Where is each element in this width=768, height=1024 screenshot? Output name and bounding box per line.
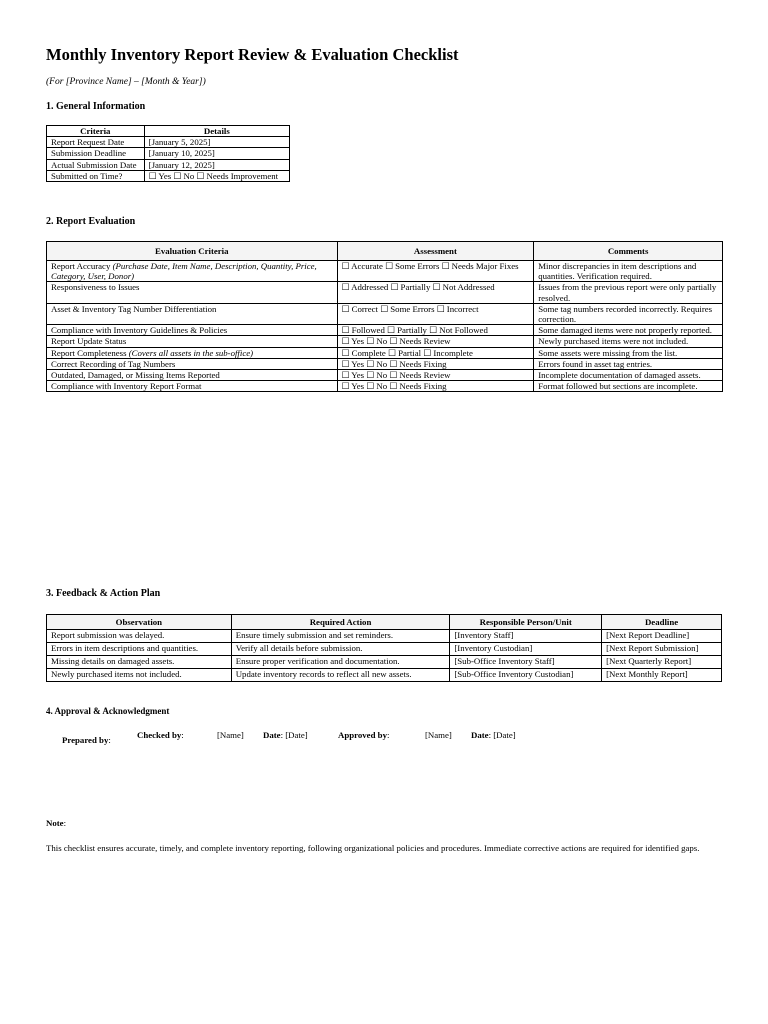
criteria-cell: Responsiveness to Issues [47,282,338,303]
approved-by-label: Approved by [338,730,387,740]
criteria-cell: Compliance with Inventory Report Format [47,381,338,392]
column-header-details: Details [144,126,289,137]
criteria-cell: Asset & Inventory Tag Number Differentiation [47,303,338,324]
criteria-note: (Covers all assets in the sub-office) [128,347,254,358]
checked-date-field: Date: [Date] [263,730,308,740]
table-row [47,630,722,643]
assessment-cell: ☐ Accurate ☐ Some Errors ☐ Needs Major Fixes [337,261,534,282]
criteria-cell [47,347,338,358]
table-row [47,669,722,682]
column-header-observation: Observation [47,615,232,630]
assessment-cell: ☐ Addressed ☐ Partially ☐ Not Addressed [337,282,534,303]
table-row [47,358,723,369]
action-cell: Verify all details before submission. [231,643,450,656]
action-cell: Ensure proper verification and documentation. [231,656,450,669]
table-row [47,137,290,148]
approved-date-value: [Date] [493,730,516,740]
checked-by-field: Checked by: [137,730,184,740]
document-subtitle: (For [Province Name] – [Month & Year]) [46,77,206,87]
comments-cell: Issues from the previous report were only partially resolved. [534,282,723,303]
table-row [47,325,723,336]
checked-by-label: Checked by [137,730,182,740]
comments-cell: Some assets were missing from the list. [534,347,723,358]
details-cell: [January 12, 2025] [144,159,289,170]
observation-cell: Errors in item descriptions and quantities. [47,643,232,656]
table-row [47,370,723,381]
details-cell: [January 10, 2025] [144,148,289,159]
section-general-info-heading: 1. General Information [46,101,146,112]
deadline-cell: [Next Quarterly Report] [602,656,722,669]
comments-cell: Minor discrepancies in item descriptions and quantities. Verification required. [534,261,723,282]
note-text: This checklist ensures accurate, timely, and complete inventory reporting, following organizational policies and procedures. Immediate corrective actions are required for identified gaps. [46,843,700,853]
document-title: Monthly Inventory Report Review & Evaluation Checklist [46,45,459,64]
approved-by-field: Approved by: [338,730,390,740]
criteria-cell: Report Request Date [47,137,145,148]
column-header-criteria: Criteria [47,126,145,137]
observation-cell: Missing details on damaged assets. [47,656,232,669]
column-header-required-action: Required Action [231,615,450,630]
column-header-deadline: Deadline [602,615,722,630]
details-cell: [January 5, 2025] [144,137,289,148]
criteria-label: Report Accuracy [51,261,111,271]
note-label: Note [46,818,64,828]
comments-cell: Format followed but sections are incomplete. [534,381,723,392]
criteria-cell: Actual Submission Date [47,159,145,170]
general-info-table [46,125,290,182]
deadline-cell: [Next Monthly Report] [602,669,722,682]
criteria-cell: Submission Deadline [47,148,145,159]
criteria-note: (Purchase Date, Item Name, Description, Quantity, Price, Category, User, Donor) [51,261,317,282]
responsible-cell: [Sub-Office Inventory Custodian] [450,669,602,682]
table-row [47,159,290,170]
column-header-comments: Comments [534,242,723,261]
details-cell: ☐ Yes ☐ No ☐ Needs Improvement [144,170,289,181]
comments-cell: Newly purchased items were not included. [534,336,723,347]
criteria-cell: Outdated, Damaged, or Missing Items Reported [47,370,338,381]
responsible-cell: [Sub-Office Inventory Staff] [450,656,602,669]
note-heading: Note: [46,818,67,828]
assessment-cell: ☐ Complete ☐ Partial ☐ Incomplete [337,347,534,358]
checked-by-name: [Name] [217,730,244,740]
report-evaluation-table [46,241,723,392]
assessment-cell: ☐ Followed ☐ Partially ☐ Not Followed [337,325,534,336]
criteria-cell: Correct Recording of Tag Numbers [47,358,338,369]
column-header-assessment: Assessment [337,242,534,261]
approved-date-label: Date [471,730,489,740]
column-header-evaluation-criteria: Evaluation Criteria [47,242,338,261]
feedback-action-table [46,614,722,682]
table-row [47,303,723,324]
assessment-cell: ☐ Yes ☐ No ☐ Needs Review [337,336,534,347]
comments-cell: Some tag numbers recorded incorrectly. Requires correction. [534,303,723,324]
prepared-by-label: Prepared by [62,735,109,745]
table-row [47,282,723,303]
table-row [47,643,722,656]
deadline-cell: [Next Report Deadline] [602,630,722,643]
table-row [47,381,723,392]
action-cell: Ensure timely submission and set reminders. [231,630,450,643]
criteria-cell: Report Update Status [47,336,338,347]
deadline-cell: [Next Report Submission] [602,643,722,656]
approved-by-name: [Name] [425,730,452,740]
checked-date-value: [Date] [285,730,308,740]
responsible-cell: [Inventory Custodian] [450,643,602,656]
assessment-cell: ☐ Correct ☐ Some Errors ☐ Incorrect [337,303,534,324]
criteria-cell [47,261,338,282]
section-report-evaluation-heading: 2. Report Evaluation [46,216,136,227]
assessment-cell: ☐ Yes ☐ No ☐ Needs Fixing [337,358,534,369]
criteria-label: Report Completeness [51,347,127,358]
table-row [47,148,290,159]
checked-date-label: Date [263,730,281,740]
assessment-cell: ☐ Yes ☐ No ☐ Needs Fixing [337,381,534,392]
responsible-cell: [Inventory Staff] [450,630,602,643]
table-row [47,347,723,358]
table-row [47,656,722,669]
section-approval-heading: 4. Approval & Acknowledgment [46,706,170,716]
section-feedback-heading: 3. Feedback & Action Plan [46,588,161,599]
criteria-cell: Compliance with Inventory Guidelines & Policies [47,325,338,336]
prepared-by-field: Prepared by: [62,735,111,745]
action-cell: Update inventory records to reflect all new assets. [231,669,450,682]
comments-cell: Errors found in asset tag entries. [534,358,723,369]
observation-cell: Newly purchased items not included. [47,669,232,682]
assessment-cell: ☐ Yes ☐ No ☐ Needs Review [337,370,534,381]
table-row [47,261,723,282]
criteria-cell: Submitted on Time? [47,170,145,181]
approved-date-field: Date: [Date] [471,730,516,740]
table-row [47,336,723,347]
column-header-responsible: Responsible Person/Unit [450,615,602,630]
table-row [47,170,290,181]
observation-cell: Report submission was delayed. [47,630,232,643]
comments-cell: Some damaged items were not properly reported. [534,325,723,336]
comments-cell: Incomplete documentation of damaged assets. [534,370,723,381]
